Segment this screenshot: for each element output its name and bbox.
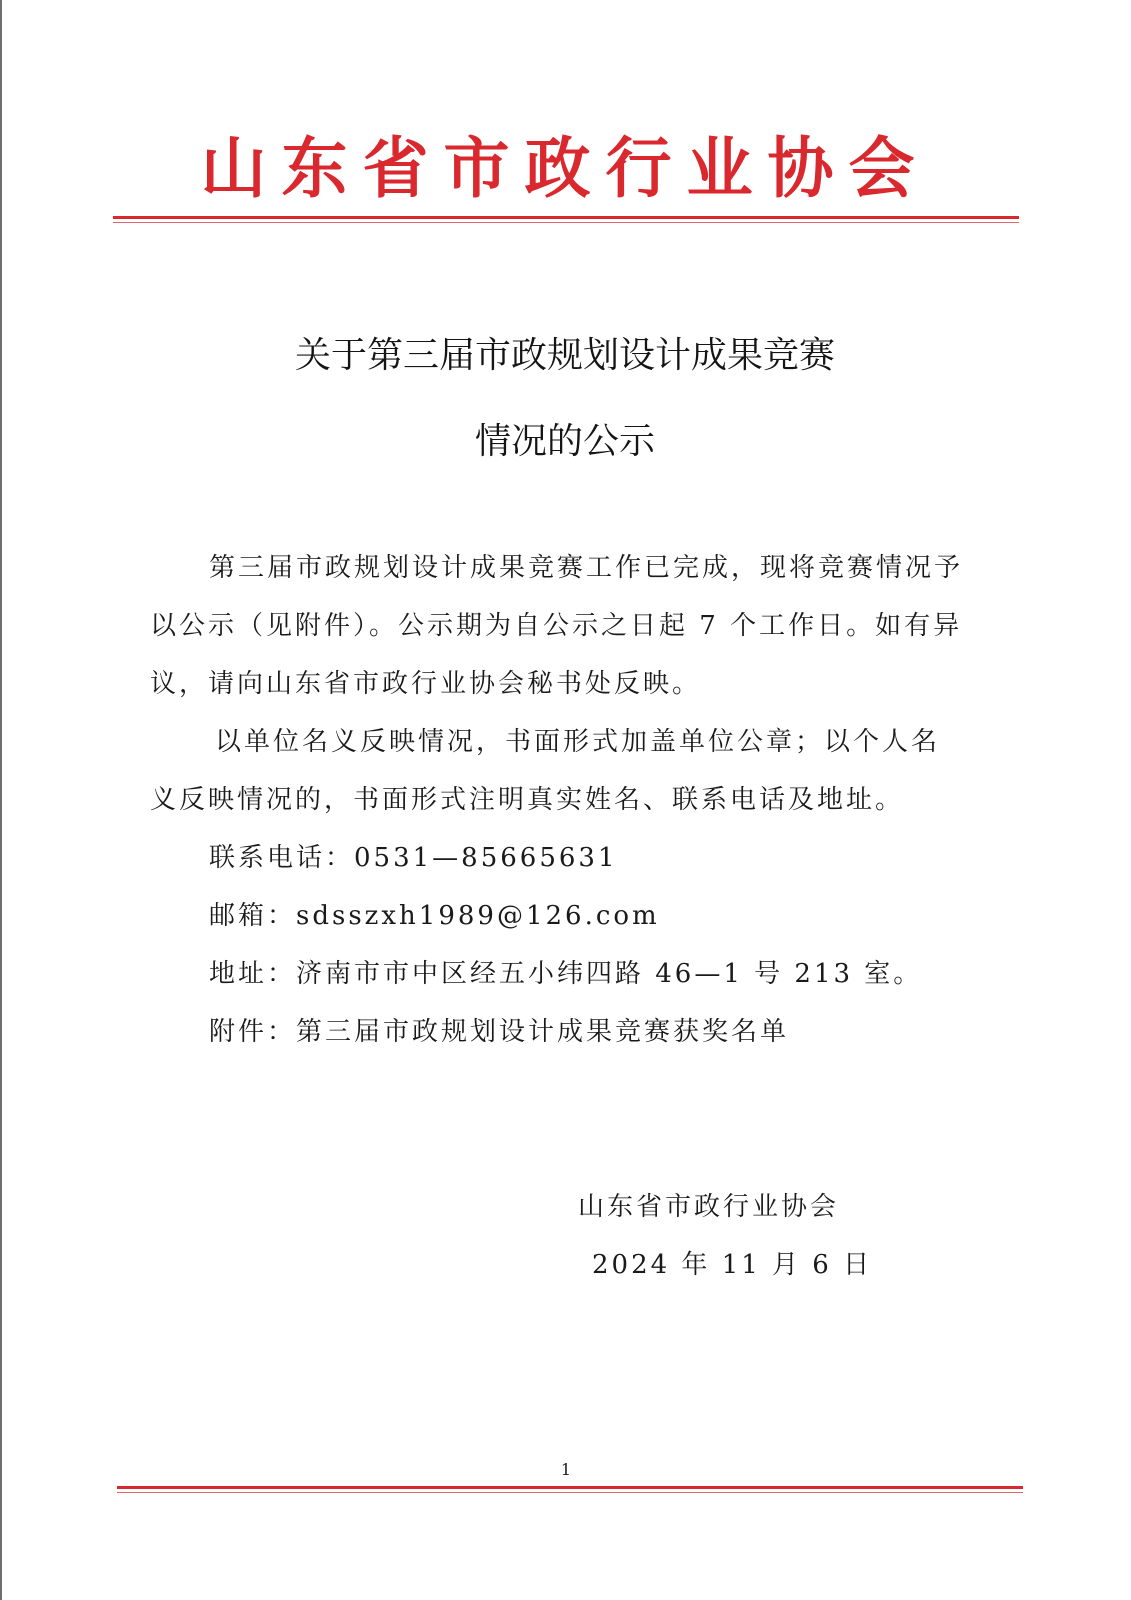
contact-address: 地址：济南市市中区经五小纬四路 46—1 号 213 室。 <box>209 959 923 989</box>
masthead-red-rule-thin <box>113 222 1019 223</box>
notice-title-line2: 情况的公示 <box>474 421 655 462</box>
masthead-org-name: 山东省市政行业协会 <box>200 130 930 207</box>
attachment-note: 附件：第三届市政规划设计成果竞赛获奖名单 <box>209 1017 790 1047</box>
paragraph-2-line-2: 义反映情况的，书面形式注明真实姓名、联系电话及地址。 <box>150 785 905 815</box>
paragraph-1-line-3: 议，请向山东省市政行业协会秘书处反映。 <box>150 669 702 699</box>
paragraph-1-line-1: 第三届市政规划设计成果竞赛工作已完成，现将竞赛情况予 <box>209 553 964 583</box>
masthead-red-rule <box>113 216 1019 219</box>
signature-org: 山东省市政行业协会 <box>578 1192 840 1222</box>
footer-red-rule-thin <box>117 1492 1023 1493</box>
footer-red-rule <box>117 1486 1023 1489</box>
notice-title-line1: 关于第三届市政规划设计成果竞赛 <box>294 335 835 376</box>
signature-date: 2024 年 11 月 6 日 <box>592 1250 873 1280</box>
scan-edge <box>0 0 2 1600</box>
paragraph-1-line-2: 以公示（见附件）。公示期为自公示之日起 7 个工作日。如有异 <box>150 611 963 641</box>
contact-phone: 联系电话：0531—85665631 <box>209 843 618 873</box>
contact-email: 邮箱：sdsszxh1989@126.com <box>209 901 660 931</box>
paragraph-2-line-1: 以单位名义反映情况，书面形式加盖单位公章；以个人名 <box>215 727 941 757</box>
page-number: 1 <box>560 1460 572 1479</box>
